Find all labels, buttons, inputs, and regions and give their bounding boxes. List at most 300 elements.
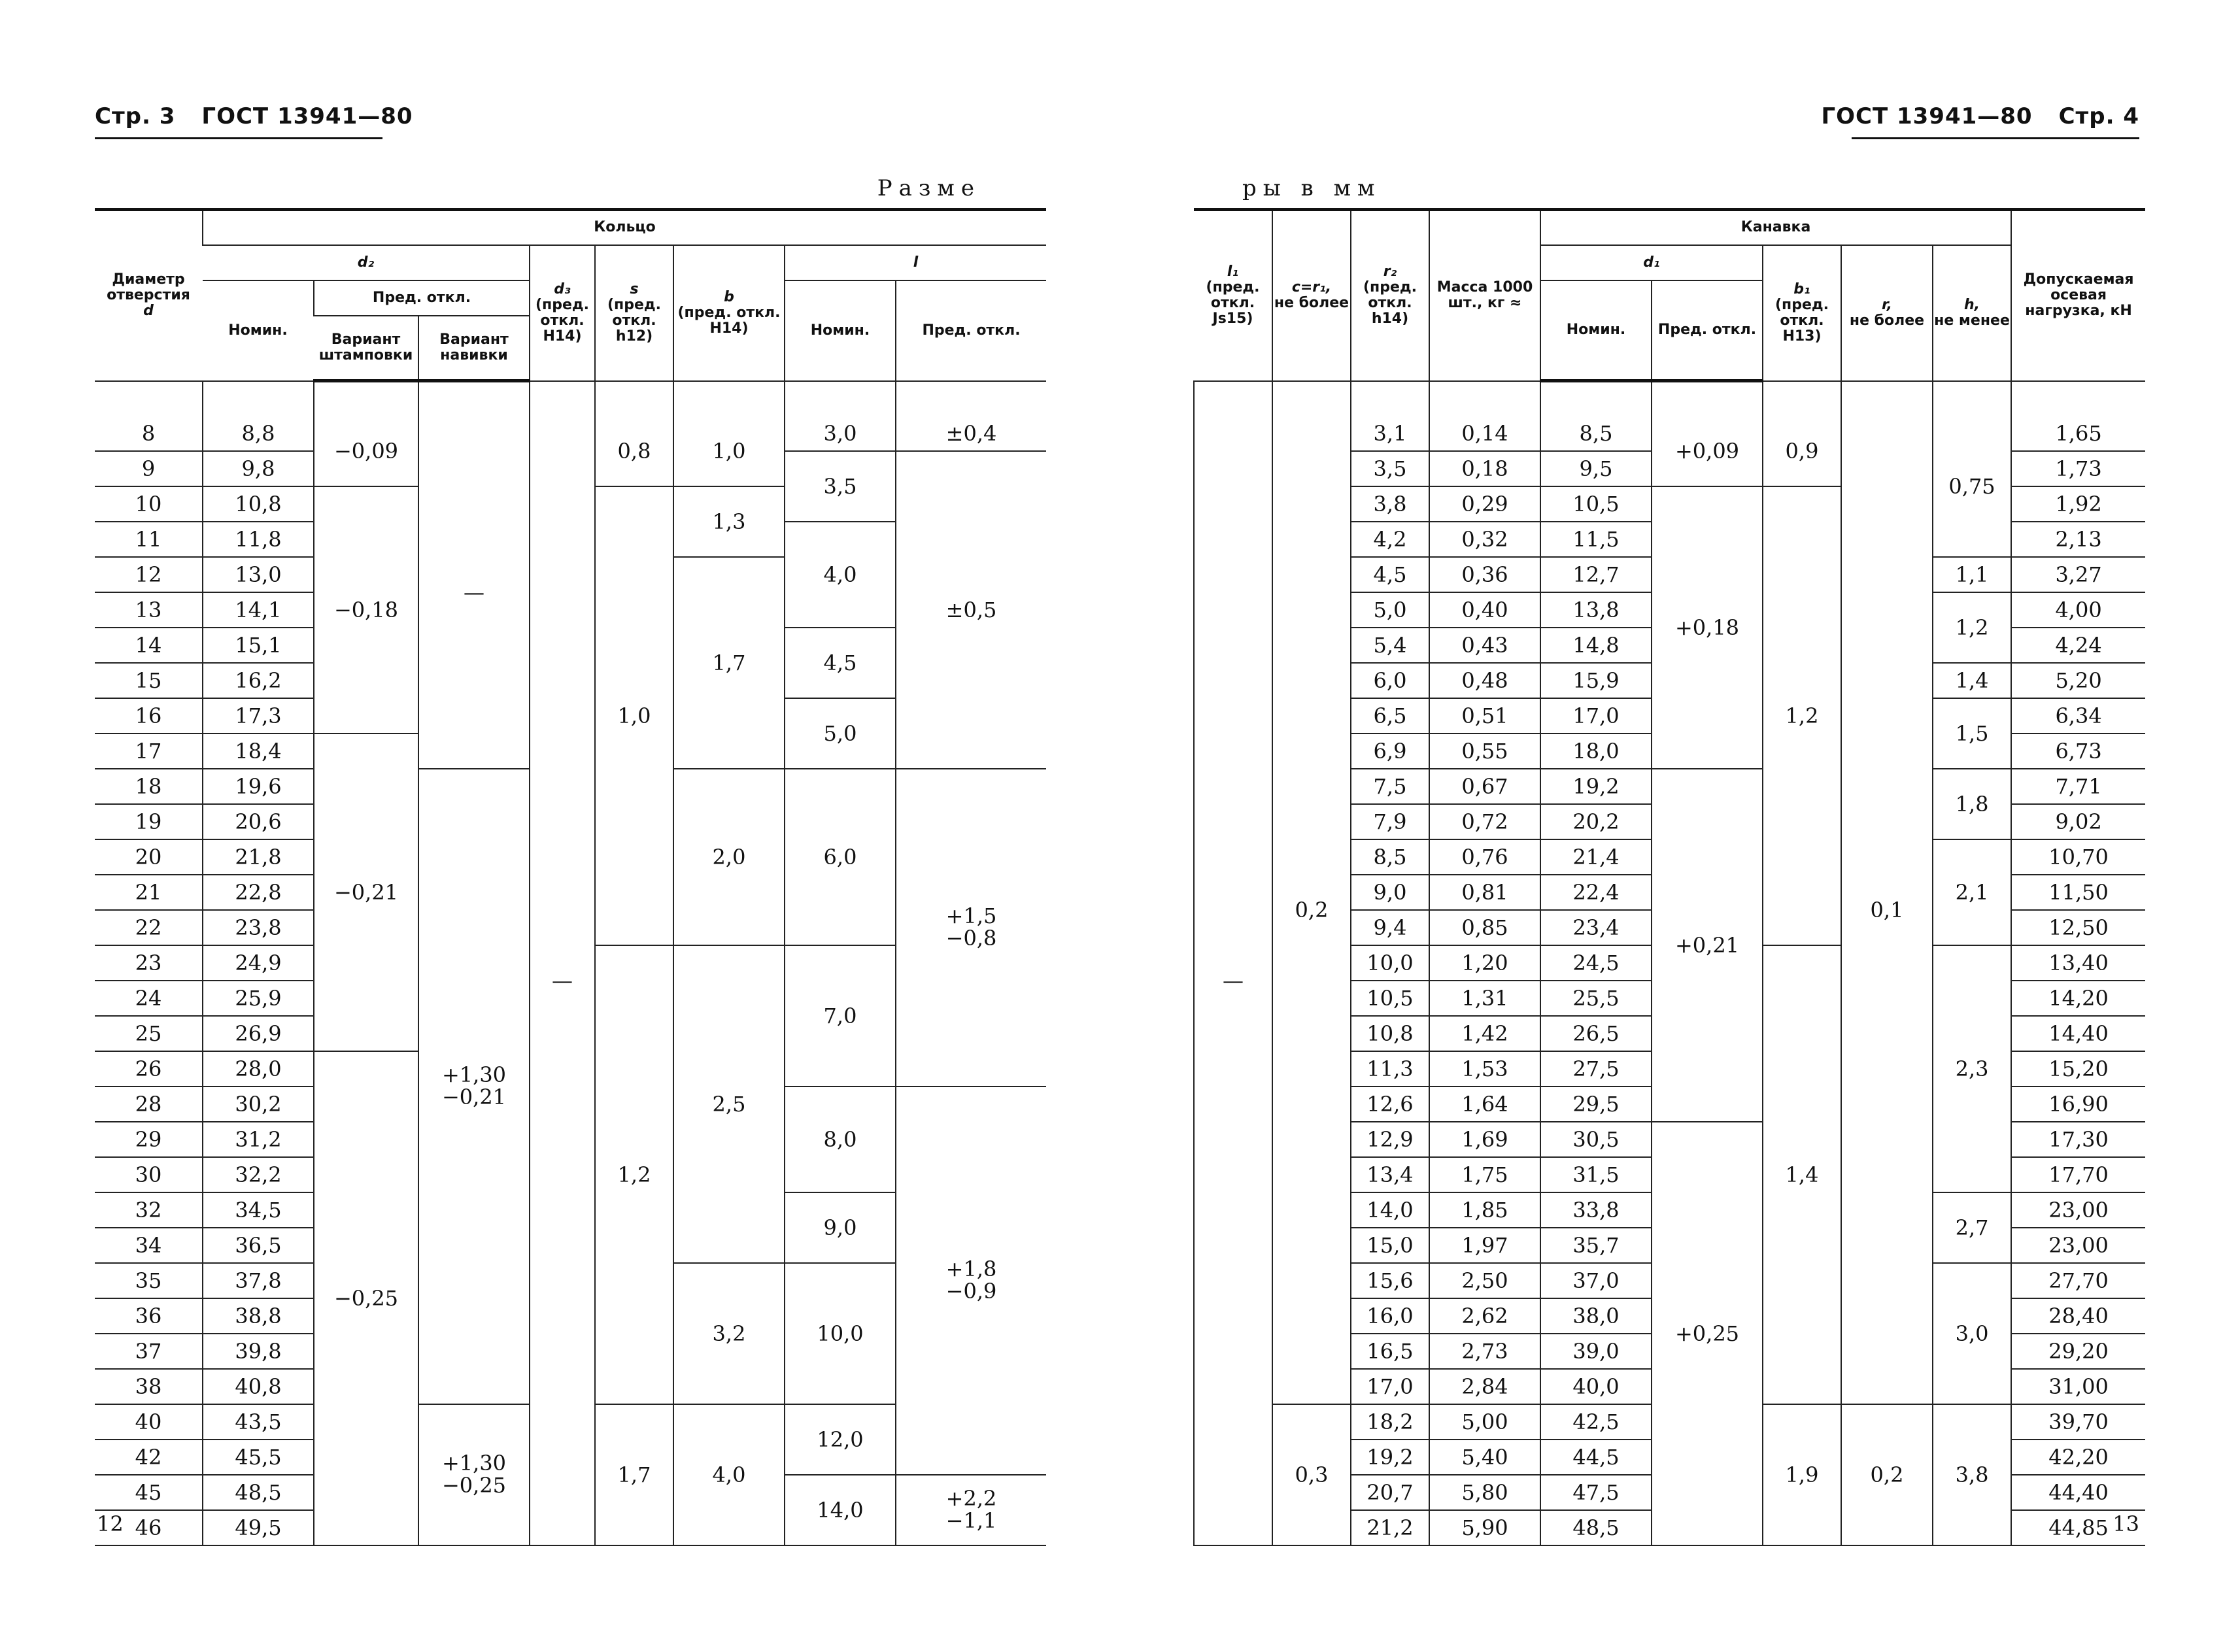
mass-cell: 0,55 bbox=[1429, 733, 1540, 769]
d1-nominal-cell: 23,4 bbox=[1540, 910, 1652, 945]
mass-cell: 2,50 bbox=[1429, 1263, 1540, 1298]
mass-cell: 0,48 bbox=[1429, 663, 1540, 698]
diameter-cell: 46 bbox=[95, 1510, 203, 1545]
mass-cell: 1,31 bbox=[1429, 981, 1540, 1016]
mass-cell: 5,90 bbox=[1429, 1510, 1540, 1545]
d1-nominal-cell: 19,2 bbox=[1540, 769, 1652, 804]
diameter-cell: 13 bbox=[95, 592, 203, 628]
d1-nominal-cell: 27,5 bbox=[1540, 1051, 1652, 1087]
diameter-cell: 14 bbox=[95, 628, 203, 663]
diameter-cell: 22 bbox=[95, 910, 203, 945]
d1-nominal-cell: 31,5 bbox=[1540, 1157, 1652, 1192]
diameter-cell: 29 bbox=[95, 1122, 203, 1157]
l-nominal-cell: 8,0 bbox=[785, 1087, 896, 1192]
d1-nominal-cell: 42,5 bbox=[1540, 1404, 1652, 1440]
d2-tolerance-header: Пред. откл. bbox=[314, 280, 530, 316]
d2-stamp-tol-cell: −0,25 bbox=[314, 1051, 418, 1545]
diameter-cell: 40 bbox=[95, 1404, 203, 1440]
left-page-number-label: Стр. 3 bbox=[95, 103, 176, 129]
mass-header: Масса 1000 шт., кг ≈ bbox=[1429, 210, 1540, 381]
gap-cell bbox=[530, 381, 595, 417]
d1-tol-cell: +0,25 bbox=[1652, 1122, 1763, 1545]
load-cell: 31,00 bbox=[2011, 1369, 2145, 1404]
mass-cell: 0,72 bbox=[1429, 804, 1540, 839]
l-nominal-cell: 12,0 bbox=[785, 1404, 896, 1475]
r2-cell: 12,9 bbox=[1351, 1122, 1429, 1157]
d1-nominal-cell: 29,5 bbox=[1540, 1087, 1652, 1122]
r2-cell: 8,5 bbox=[1351, 839, 1429, 875]
d1-nominal-cell: 30,5 bbox=[1540, 1122, 1652, 1157]
d1-nominal-cell: 38,0 bbox=[1540, 1298, 1652, 1334]
d2-nominal-cell: 11,8 bbox=[203, 522, 314, 557]
diameter-cell: 11 bbox=[95, 522, 203, 557]
c-cell: 0,3 bbox=[1272, 1404, 1351, 1545]
d1-nominal-cell: 26,5 bbox=[1540, 1016, 1652, 1051]
d3-symbol: d₃ bbox=[554, 280, 571, 297]
diameter-cell: 37 bbox=[95, 1334, 203, 1369]
h-symbol: h, bbox=[1964, 296, 1980, 313]
gap-cell bbox=[95, 381, 203, 417]
d2-nominal-cell: 34,5 bbox=[203, 1192, 314, 1228]
d2-nominal-cell: 13,0 bbox=[203, 557, 314, 592]
table-title-right-part: ры в мм bbox=[1242, 175, 1382, 201]
d2-wind-tol-cell: — bbox=[418, 416, 530, 769]
r-symbol: r, bbox=[1882, 296, 1892, 313]
r2-cell: 10,0 bbox=[1351, 945, 1429, 981]
variant-wind-header: Вариант навивки bbox=[418, 316, 530, 381]
gap-cell bbox=[314, 381, 418, 417]
gap-cell bbox=[1652, 381, 1763, 417]
r2-cell: 13,4 bbox=[1351, 1157, 1429, 1192]
d1-nominal-cell: 39,0 bbox=[1540, 1334, 1652, 1369]
gap-cell bbox=[418, 381, 530, 417]
load-cell: 17,70 bbox=[2011, 1157, 2145, 1192]
d1-nominal-cell: 25,5 bbox=[1540, 981, 1652, 1016]
mass-cell: 0,36 bbox=[1429, 557, 1540, 592]
r-cell: 0,2 bbox=[1841, 1404, 1933, 1545]
d2-nominal-cell: 16,2 bbox=[203, 663, 314, 698]
left-standard-number: ГОСТ 13941—80 bbox=[201, 103, 413, 129]
left-folio: 12 bbox=[97, 1511, 124, 1536]
d2-nominal-cell: 37,8 bbox=[203, 1263, 314, 1298]
mass-cell: 0,40 bbox=[1429, 592, 1540, 628]
r2-cell: 3,8 bbox=[1351, 486, 1429, 522]
load-cell: 2,13 bbox=[2011, 522, 2145, 557]
mass-cell: 0,18 bbox=[1429, 451, 1540, 486]
diameter-cell: 15 bbox=[95, 663, 203, 698]
load-cell: 6,73 bbox=[2011, 733, 2145, 769]
r2-tolerance-label: (пред. откл. h14) bbox=[1363, 279, 1417, 328]
gap-cell bbox=[1540, 381, 1652, 417]
b1-cell: 1,9 bbox=[1763, 1404, 1841, 1545]
diameter-cell: 19 bbox=[95, 804, 203, 839]
l-nominal-header: Номин. bbox=[785, 280, 896, 381]
h-cell: 3,0 bbox=[1933, 1263, 2011, 1404]
h-cell: 1,4 bbox=[1933, 663, 2011, 698]
r2-cell: 18,2 bbox=[1351, 1404, 1429, 1440]
diameter-cell: 34 bbox=[95, 1228, 203, 1263]
h-cell: 1,8 bbox=[1933, 769, 2011, 839]
load-cell: 6,34 bbox=[2011, 698, 2145, 733]
d1-nominal-cell: 15,9 bbox=[1540, 663, 1652, 698]
b-cell: 2,5 bbox=[673, 945, 785, 1263]
diameter-header-text: Диаметр отверстия bbox=[107, 271, 190, 304]
d1-nominal-cell: 22,4 bbox=[1540, 875, 1652, 910]
l-tol-cell-pair: +1,8 −0,9 bbox=[945, 1256, 997, 1304]
l-nominal-cell: 6,0 bbox=[785, 769, 896, 945]
l1-cell: — bbox=[1194, 416, 1272, 1545]
load-cell: 29,20 bbox=[2011, 1334, 2145, 1369]
d2-nominal-cell: 9,8 bbox=[203, 451, 314, 486]
d2-nominal-cell: 32,2 bbox=[203, 1157, 314, 1192]
d2-nominal-cell: 39,8 bbox=[203, 1334, 314, 1369]
l-nominal-cell: 14,0 bbox=[785, 1475, 896, 1545]
r2-cell: 7,9 bbox=[1351, 804, 1429, 839]
r2-cell: 11,3 bbox=[1351, 1051, 1429, 1087]
d2-nominal-cell: 18,4 bbox=[203, 733, 314, 769]
mass-cell: 0,85 bbox=[1429, 910, 1540, 945]
b1-symbol: b₁ bbox=[1793, 280, 1810, 297]
d2-nominal-cell: 48,5 bbox=[203, 1475, 314, 1510]
d1-nominal-cell: 8,5 bbox=[1540, 416, 1652, 451]
right-standard-number: ГОСТ 13941—80 bbox=[1821, 103, 2033, 129]
s-cell: 0,8 bbox=[595, 416, 673, 486]
l1-header bbox=[1194, 210, 1272, 381]
diameter-cell: 17 bbox=[95, 733, 203, 769]
s-cell: 1,7 bbox=[595, 1404, 673, 1545]
mass-cell: 0,32 bbox=[1429, 522, 1540, 557]
d3-header bbox=[530, 245, 595, 381]
d1-nominal-cell: 35,7 bbox=[1540, 1228, 1652, 1263]
diameter-cell: 32 bbox=[95, 1192, 203, 1228]
c-tolerance-label: не более bbox=[1274, 295, 1349, 312]
b1-tolerance-label: (пред. откл. H13) bbox=[1774, 296, 1829, 345]
gap-cell bbox=[1841, 381, 1933, 417]
d2-nominal-cell: 38,8 bbox=[203, 1298, 314, 1334]
gap-cell bbox=[1194, 381, 1272, 417]
load-cell: 17,30 bbox=[2011, 1122, 2145, 1157]
diameter-cell: 16 bbox=[95, 698, 203, 733]
header-gap-row bbox=[1194, 381, 2145, 417]
d1-nominal-header: Номин. bbox=[1540, 280, 1652, 381]
load-cell: 4,00 bbox=[2011, 592, 2145, 628]
d2-nominal-header: Номин. bbox=[203, 280, 314, 381]
load-cell: 3,27 bbox=[2011, 557, 2145, 592]
mass-cell: 0,43 bbox=[1429, 628, 1540, 663]
load-cell: 4,24 bbox=[2011, 628, 2145, 663]
diameter-cell: 36 bbox=[95, 1298, 203, 1334]
r2-cell: 16,0 bbox=[1351, 1298, 1429, 1334]
d1-nominal-cell: 20,2 bbox=[1540, 804, 1652, 839]
groove-group-header: Канавка bbox=[1540, 210, 2011, 245]
mass-cell: 1,97 bbox=[1429, 1228, 1540, 1263]
l-tol-cell-pair: +2,2 −1,1 bbox=[945, 1485, 997, 1533]
b1-cell: 1,4 bbox=[1763, 945, 1841, 1404]
b-cell: 1,7 bbox=[673, 557, 785, 769]
right-folio: 13 bbox=[2113, 1511, 2139, 1536]
d2-nominal-cell: 40,8 bbox=[203, 1369, 314, 1404]
r2-cell: 15,6 bbox=[1351, 1263, 1429, 1298]
gap-cell bbox=[203, 381, 314, 417]
l-tol-cell-pair: +1,5 −0,8 bbox=[945, 903, 997, 951]
load-cell: 23,00 bbox=[2011, 1228, 2145, 1263]
diameter-cell: 8 bbox=[95, 416, 203, 451]
l-nominal-cell: 10,0 bbox=[785, 1263, 896, 1404]
load-cell: 15,20 bbox=[2011, 1051, 2145, 1087]
r2-header bbox=[1351, 210, 1429, 381]
l-nominal-cell: 3,5 bbox=[785, 451, 896, 522]
d2-nominal-cell: 21,8 bbox=[203, 839, 314, 875]
d2-wind-tol-cell-pair: +1,30 −0,21 bbox=[441, 1062, 507, 1109]
d1-nominal-cell: 48,5 bbox=[1540, 1510, 1652, 1545]
r2-cell: 5,4 bbox=[1351, 628, 1429, 663]
c-symbol: c=r₁, bbox=[1291, 279, 1332, 296]
r2-symbol: r₂ bbox=[1383, 263, 1397, 280]
d2-nominal-cell: 26,9 bbox=[203, 1016, 314, 1051]
b1-cell: 1,2 bbox=[1763, 486, 1841, 945]
gap-cell bbox=[896, 381, 1046, 417]
load-cell: 5,20 bbox=[2011, 663, 2145, 698]
load-cell: 16,90 bbox=[2011, 1087, 2145, 1122]
d2-nominal-cell: 22,8 bbox=[203, 875, 314, 910]
h-cell: 2,7 bbox=[1933, 1192, 2011, 1263]
r2-cell: 3,1 bbox=[1351, 416, 1429, 451]
l-tol-cell bbox=[896, 1087, 1046, 1475]
d1-tol-cell: +0,18 bbox=[1652, 486, 1763, 769]
right-page-number-label: Стр. 4 bbox=[2058, 103, 2139, 129]
d1-nominal-cell: 13,8 bbox=[1540, 592, 1652, 628]
r2-cell: 6,5 bbox=[1351, 698, 1429, 733]
r-tolerance-label: не более bbox=[1849, 312, 1925, 329]
s-symbol: s bbox=[630, 280, 639, 297]
l-tol-cell: ±0,4 bbox=[896, 416, 1046, 451]
d1-nominal-cell: 47,5 bbox=[1540, 1475, 1652, 1510]
d1-nominal-cell: 33,8 bbox=[1540, 1192, 1652, 1228]
gap-cell bbox=[673, 381, 785, 417]
h-cell: 1,5 bbox=[1933, 698, 2011, 769]
diameter-cell: 18 bbox=[95, 769, 203, 804]
load-cell: 7,71 bbox=[2011, 769, 2145, 804]
table-row bbox=[1194, 416, 2145, 451]
mass-cell: 0,51 bbox=[1429, 698, 1540, 733]
load-cell: 1,92 bbox=[2011, 486, 2145, 522]
d1-nominal-cell: 10,5 bbox=[1540, 486, 1652, 522]
l1-symbol: l₁ bbox=[1227, 263, 1239, 280]
r2-cell: 16,5 bbox=[1351, 1334, 1429, 1369]
d2-stamp-tol-cell: −0,09 bbox=[314, 416, 418, 486]
right-head-rule bbox=[1852, 137, 2139, 139]
diameter-cell: 23 bbox=[95, 945, 203, 981]
b-tolerance-label: (пред. откл. H14) bbox=[677, 304, 781, 337]
d1-tol-cell: +0,21 bbox=[1652, 769, 1763, 1122]
h-cell: 1,1 bbox=[1933, 557, 2011, 592]
right-running-head bbox=[1821, 103, 2139, 129]
load-cell: 13,40 bbox=[2011, 945, 2145, 981]
d2-nominal-cell: 25,9 bbox=[203, 981, 314, 1016]
d2-nominal-cell: 30,2 bbox=[203, 1087, 314, 1122]
d2-nominal-cell: 31,2 bbox=[203, 1122, 314, 1157]
d2-nominal-cell: 17,3 bbox=[203, 698, 314, 733]
gap-cell bbox=[1933, 381, 2011, 417]
mass-cell: 0,67 bbox=[1429, 769, 1540, 804]
load-cell: 14,20 bbox=[2011, 981, 2145, 1016]
c-cell: 0,2 bbox=[1272, 416, 1351, 1404]
r2-cell: 19,2 bbox=[1351, 1440, 1429, 1475]
load-cell: 42,20 bbox=[2011, 1440, 2145, 1475]
gap-cell bbox=[1763, 381, 1841, 417]
r2-cell: 6,0 bbox=[1351, 663, 1429, 698]
ring-group-header: Кольцо bbox=[203, 210, 1046, 245]
mass-cell: 1,42 bbox=[1429, 1016, 1540, 1051]
b-cell: 1,0 bbox=[673, 416, 785, 486]
d1-nominal-cell: 9,5 bbox=[1540, 451, 1652, 486]
d2-nominal-cell: 19,6 bbox=[203, 769, 314, 804]
gap-cell bbox=[785, 381, 896, 417]
s-cell: 1,2 bbox=[595, 945, 673, 1404]
groove-dimensions-table bbox=[1193, 208, 2145, 1546]
d2-nominal-cell: 23,8 bbox=[203, 910, 314, 945]
b-symbol: b bbox=[724, 288, 734, 305]
r2-cell: 9,0 bbox=[1351, 875, 1429, 910]
right-page bbox=[1112, 0, 2223, 1652]
b1-header bbox=[1763, 245, 1841, 381]
diameter-cell: 35 bbox=[95, 1263, 203, 1298]
gap-cell bbox=[2011, 381, 2145, 417]
d2-nominal-cell: 43,5 bbox=[203, 1404, 314, 1440]
mass-cell: 0,81 bbox=[1429, 875, 1540, 910]
r2-cell: 10,5 bbox=[1351, 981, 1429, 1016]
r2-cell: 15,0 bbox=[1351, 1228, 1429, 1263]
load-cell: 9,02 bbox=[2011, 804, 2145, 839]
mass-cell: 5,80 bbox=[1429, 1475, 1540, 1510]
l-nominal-cell: 4,0 bbox=[785, 522, 896, 628]
mass-cell: 0,76 bbox=[1429, 839, 1540, 875]
h-header bbox=[1933, 245, 2011, 381]
mass-cell: 1,75 bbox=[1429, 1157, 1540, 1192]
r2-cell: 20,7 bbox=[1351, 1475, 1429, 1510]
d1-tol-cell: +0,09 bbox=[1652, 416, 1763, 486]
diameter-cell: 42 bbox=[95, 1440, 203, 1475]
d2-wind-tol-cell-pair: +1,30 −0,25 bbox=[441, 1450, 507, 1498]
r2-cell: 21,2 bbox=[1351, 1510, 1429, 1545]
b-header bbox=[673, 245, 785, 381]
r2-cell: 7,5 bbox=[1351, 769, 1429, 804]
gap-cell bbox=[1429, 381, 1540, 417]
h-cell: 0,75 bbox=[1933, 416, 2011, 557]
b-cell: 4,0 bbox=[673, 1404, 785, 1545]
left-running-head bbox=[95, 103, 413, 129]
diameter-cell: 9 bbox=[95, 451, 203, 486]
l-nominal-cell: 7,0 bbox=[785, 945, 896, 1087]
diameter-header-symbol: d bbox=[143, 303, 154, 320]
d1-nominal-cell: 37,0 bbox=[1540, 1263, 1652, 1298]
d3-tolerance-label: (пред. откл. H14) bbox=[535, 296, 590, 345]
groove-table-body bbox=[1194, 381, 2145, 1546]
mass-cell: 2,73 bbox=[1429, 1334, 1540, 1369]
mass-cell: 1,53 bbox=[1429, 1051, 1540, 1087]
l-header: l bbox=[785, 245, 1046, 280]
variant-stamp-header: Вариант штамповки bbox=[314, 316, 418, 381]
diameter-cell: 30 bbox=[95, 1157, 203, 1192]
d2-wind-tol-cell bbox=[418, 1404, 530, 1545]
h-cell: 1,2 bbox=[1933, 592, 2011, 663]
d2-nominal-cell: 20,6 bbox=[203, 804, 314, 839]
mass-cell: 0,14 bbox=[1429, 416, 1540, 451]
d2-wind-tol-cell bbox=[418, 769, 530, 1404]
d1-nominal-cell: 44,5 bbox=[1540, 1440, 1652, 1475]
d2-nominal-cell: 8,8 bbox=[203, 416, 314, 451]
ring-dimensions-table bbox=[95, 208, 1046, 1546]
load-cell: 39,70 bbox=[2011, 1404, 2145, 1440]
b-cell: 3,2 bbox=[673, 1263, 785, 1404]
load-header: Допускаемая осевая нагрузка, кН bbox=[2011, 210, 2145, 381]
d2-nominal-cell: 24,9 bbox=[203, 945, 314, 981]
r2-cell: 12,6 bbox=[1351, 1087, 1429, 1122]
diameter-header bbox=[95, 210, 203, 381]
l1-tolerance-label: (пред. откл. Js15) bbox=[1206, 279, 1260, 328]
diameter-cell: 20 bbox=[95, 839, 203, 875]
d3-tol-cell: — bbox=[530, 416, 595, 1545]
h-cell: 3,8 bbox=[1933, 1404, 2011, 1545]
table-row bbox=[95, 416, 1046, 451]
mass-cell: 1,69 bbox=[1429, 1122, 1540, 1157]
b-cell: 2,0 bbox=[673, 769, 785, 945]
c-header bbox=[1272, 210, 1351, 381]
gap-cell bbox=[595, 381, 673, 417]
diameter-cell: 26 bbox=[95, 1051, 203, 1087]
l-nominal-cell: 4,5 bbox=[785, 628, 896, 698]
b-cell: 1,3 bbox=[673, 486, 785, 557]
d1-nominal-cell: 17,0 bbox=[1540, 698, 1652, 733]
l-tol-cell bbox=[896, 769, 1046, 1087]
load-cell: 27,70 bbox=[2011, 1263, 2145, 1298]
d2-nominal-cell: 49,5 bbox=[203, 1510, 314, 1545]
l-tol-cell bbox=[896, 1475, 1046, 1545]
d1-nominal-cell: 24,5 bbox=[1540, 945, 1652, 981]
s-header bbox=[595, 245, 673, 381]
mass-cell: 2,84 bbox=[1429, 1369, 1540, 1404]
diameter-cell: 45 bbox=[95, 1475, 203, 1510]
mass-cell: 5,00 bbox=[1429, 1404, 1540, 1440]
load-cell: 14,40 bbox=[2011, 1016, 2145, 1051]
load-cell: 23,00 bbox=[2011, 1192, 2145, 1228]
r2-cell: 3,5 bbox=[1351, 451, 1429, 486]
mass-cell: 5,40 bbox=[1429, 1440, 1540, 1475]
d2-nominal-cell: 45,5 bbox=[203, 1440, 314, 1475]
d2-nominal-cell: 15,1 bbox=[203, 628, 314, 663]
l-tol-cell: ±0,5 bbox=[896, 451, 1046, 769]
load-cell: 44,40 bbox=[2011, 1475, 2145, 1510]
load-cell: 1,65 bbox=[2011, 416, 2145, 451]
l-nominal-cell: 5,0 bbox=[785, 698, 896, 769]
l-nominal-cell: 9,0 bbox=[785, 1192, 896, 1263]
mass-cell: 0,29 bbox=[1429, 486, 1540, 522]
r2-cell: 6,9 bbox=[1351, 733, 1429, 769]
l-nominal-cell: 3,0 bbox=[785, 416, 896, 451]
h-cell: 2,3 bbox=[1933, 945, 2011, 1192]
left-head-rule bbox=[95, 137, 382, 139]
load-cell: 1,73 bbox=[2011, 451, 2145, 486]
diameter-cell: 21 bbox=[95, 875, 203, 910]
s-cell: 1,0 bbox=[595, 486, 673, 945]
diameter-cell: 38 bbox=[95, 1369, 203, 1404]
r2-cell: 9,4 bbox=[1351, 910, 1429, 945]
r-cell: 0,1 bbox=[1841, 416, 1933, 1404]
header-gap-row bbox=[95, 381, 1046, 417]
load-cell: 10,70 bbox=[2011, 839, 2145, 875]
h-tolerance-label: не менее bbox=[1934, 312, 2010, 329]
r2-cell: 10,8 bbox=[1351, 1016, 1429, 1051]
